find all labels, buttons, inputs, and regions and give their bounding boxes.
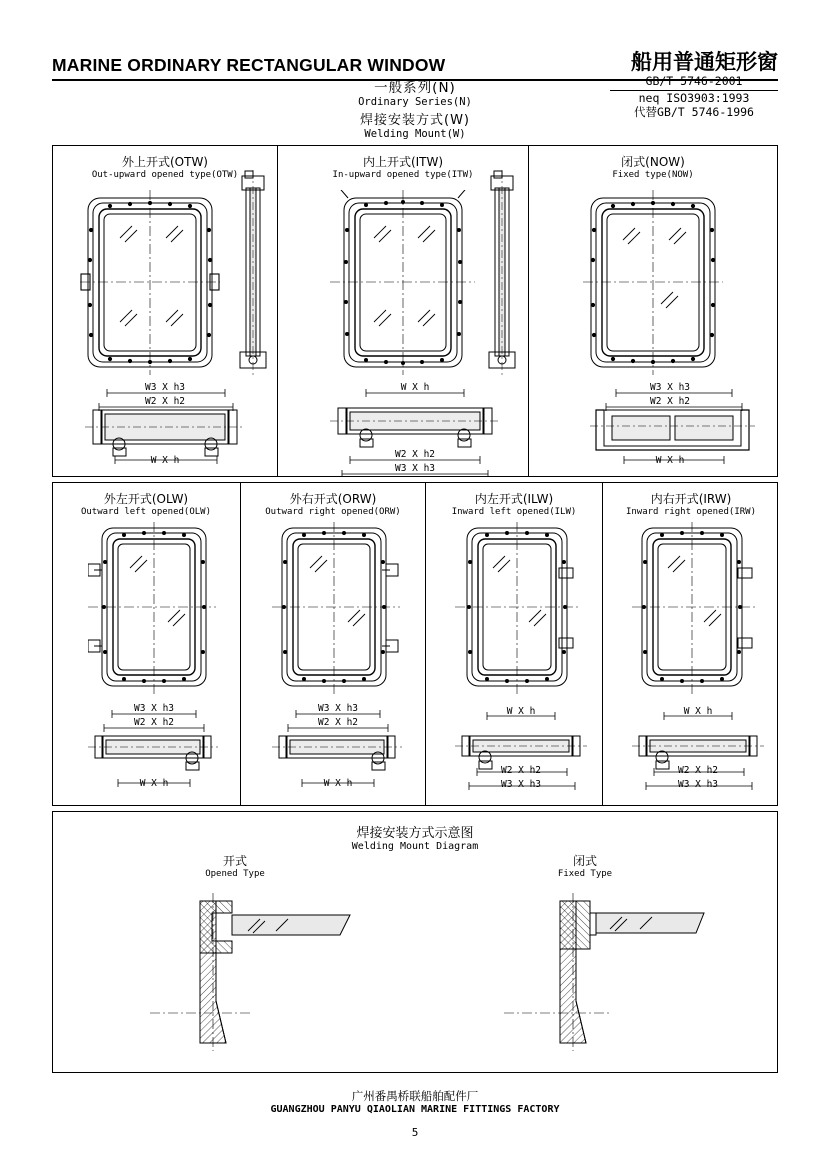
welding-right-en: Fixed Type <box>557 869 613 879</box>
panel-caption-irw-en: Inward right opened(IRW) <box>625 507 757 517</box>
panel-caption-irw <box>608 490 774 517</box>
welding-left-cn: 开式 <box>222 854 247 868</box>
company-name-en: GUANGZHOU PANYU QIAOLIAN MARINE FITTINGS FACTORY <box>270 1104 560 1115</box>
dim-arrows-otw <box>85 376 247 472</box>
panel-caption-orw <box>246 490 420 517</box>
series-label-en: Ordinary Series(N) <box>358 96 472 108</box>
window-drawing-ilw-front <box>455 522 579 694</box>
dim-ilw-w2h2: W2 X h2 <box>500 765 542 776</box>
dim-arrows-olw <box>88 698 220 794</box>
page-number: 5 <box>411 1126 419 1139</box>
window-drawing-now-front <box>583 190 723 375</box>
dim-now-w3h3: W3 X h3 <box>649 382 691 393</box>
dim-itw-wh: W X h <box>400 382 430 393</box>
panel-caption-now <box>536 153 770 180</box>
window-drawing-olw-front <box>88 522 216 694</box>
dim-arrows-orw <box>272 698 404 794</box>
standard-code: GB/T 5746-2001 <box>610 74 778 91</box>
dim-irw-wh: W X h <box>683 706 713 717</box>
series-block <box>52 76 778 140</box>
dim-orw-w3h3: W3 X h3 <box>317 703 359 714</box>
dim-now-w2h2: W2 X h2 <box>649 396 691 407</box>
dim-ilw-w3h3: W3 X h3 <box>500 779 542 790</box>
dim-olw-wh: W X h <box>139 778 169 789</box>
dim-orw-wh: W X h <box>323 778 353 789</box>
welding-right-cn: 闭式 <box>572 854 597 868</box>
dim-irw-w3h3: W3 X h3 <box>677 779 719 790</box>
footer <box>0 1088 830 1115</box>
welding-diagram-right-label <box>510 852 660 879</box>
dim-arrows-itw <box>330 376 502 476</box>
panel-caption-ilw-en: Inward left opened(ILW) <box>451 507 577 517</box>
welding-section-opened <box>140 893 360 1053</box>
standard-equivalence: neq ISO3903:1993 <box>638 90 750 105</box>
panel-caption-ilw-cn: 内左开式(ILW) <box>474 492 554 506</box>
panel-caption-olw <box>58 490 234 517</box>
dim-itw-w2h2: W2 X h2 <box>394 449 436 460</box>
panel-caption-irw-cn: 内右开式(IRW) <box>650 492 732 506</box>
panel-caption-orw-en: Outward right opened(ORW) <box>265 507 401 517</box>
panel-caption-otw-en: Out-upward opened type(OTW) <box>91 170 239 180</box>
dim-otw-w2h2: W2 X h2 <box>144 396 186 407</box>
row2-divider-2 <box>425 482 426 806</box>
welding-left-en: Opened Type <box>205 869 265 879</box>
row1-divider-2 <box>528 145 529 477</box>
dim-otw-wh: W X h <box>150 455 180 466</box>
window-drawing-orw-front <box>272 522 400 694</box>
row2-divider-3 <box>602 482 603 806</box>
mount-label-en: Welding Mount(W) <box>364 128 466 140</box>
mount-label-cn: 焊接安装方式(W) <box>360 113 470 128</box>
dim-arrows-now <box>590 376 758 472</box>
panel-caption-orw-cn: 外右开式(ORW) <box>289 492 377 506</box>
welding-diagram-left-label <box>160 852 310 879</box>
dim-arrows-ilw <box>455 700 589 798</box>
dim-arrows-irw <box>632 700 766 798</box>
window-drawing-otw-side <box>232 170 274 375</box>
welding-diagram-title-en: Welding Mount Diagram <box>351 841 479 852</box>
window-drawing-itw-front <box>330 190 475 375</box>
page-title-en: MARINE ORDINARY RECTANGULAR WINDOW <box>52 55 446 75</box>
welding-section-fixed <box>490 893 710 1053</box>
series-label-cn: 一般系列(N) <box>374 80 456 96</box>
page-title-cn: 船用普通矩形窗 <box>631 50 778 74</box>
panel-caption-itw-cn: 内上开式(ITW) <box>362 155 444 169</box>
window-drawing-otw-front <box>80 190 220 375</box>
panel-caption-olw-cn: 外左开式(OLW) <box>103 492 189 506</box>
dim-irw-w2h2: W2 X h2 <box>677 765 719 776</box>
standard-replaces: 代替GB/T 5746-1996 <box>634 105 754 120</box>
panel-caption-itw-en: In-upward opened type(ITW) <box>332 170 474 180</box>
panel-caption-otw-cn: 外上开式(OTW) <box>121 155 208 169</box>
dim-now-wh: W X h <box>655 455 685 466</box>
dim-itw-w3h3: W3 X h3 <box>394 463 436 474</box>
row1-divider-1 <box>277 145 278 477</box>
page-header <box>52 46 778 140</box>
company-name-cn: 广州番禺桥联船舶配件厂 <box>351 1089 479 1103</box>
panel-caption-now-en: Fixed type(NOW) <box>612 170 694 180</box>
dim-ilw-wh: W X h <box>506 706 536 717</box>
dim-olw-w2h2: W2 X h2 <box>133 717 175 728</box>
panel-caption-ilw <box>431 490 597 517</box>
panel-caption-now-cn: 闭式(NOW) <box>621 155 685 169</box>
welding-diagram-title-cn: 焊接安装方式示意图 <box>356 826 474 841</box>
dim-otw-w3h3: W3 X h3 <box>144 382 186 393</box>
dim-olw-w3h3: W3 X h3 <box>133 703 175 714</box>
window-drawing-itw-side <box>482 170 522 375</box>
welding-diagram-title <box>52 822 778 852</box>
panel-caption-olw-en: Outward left opened(OLW) <box>80 507 212 517</box>
window-drawing-irw-front <box>632 522 756 694</box>
dim-orw-w2h2: W2 X h2 <box>317 717 359 728</box>
row2-divider-1 <box>240 482 241 806</box>
